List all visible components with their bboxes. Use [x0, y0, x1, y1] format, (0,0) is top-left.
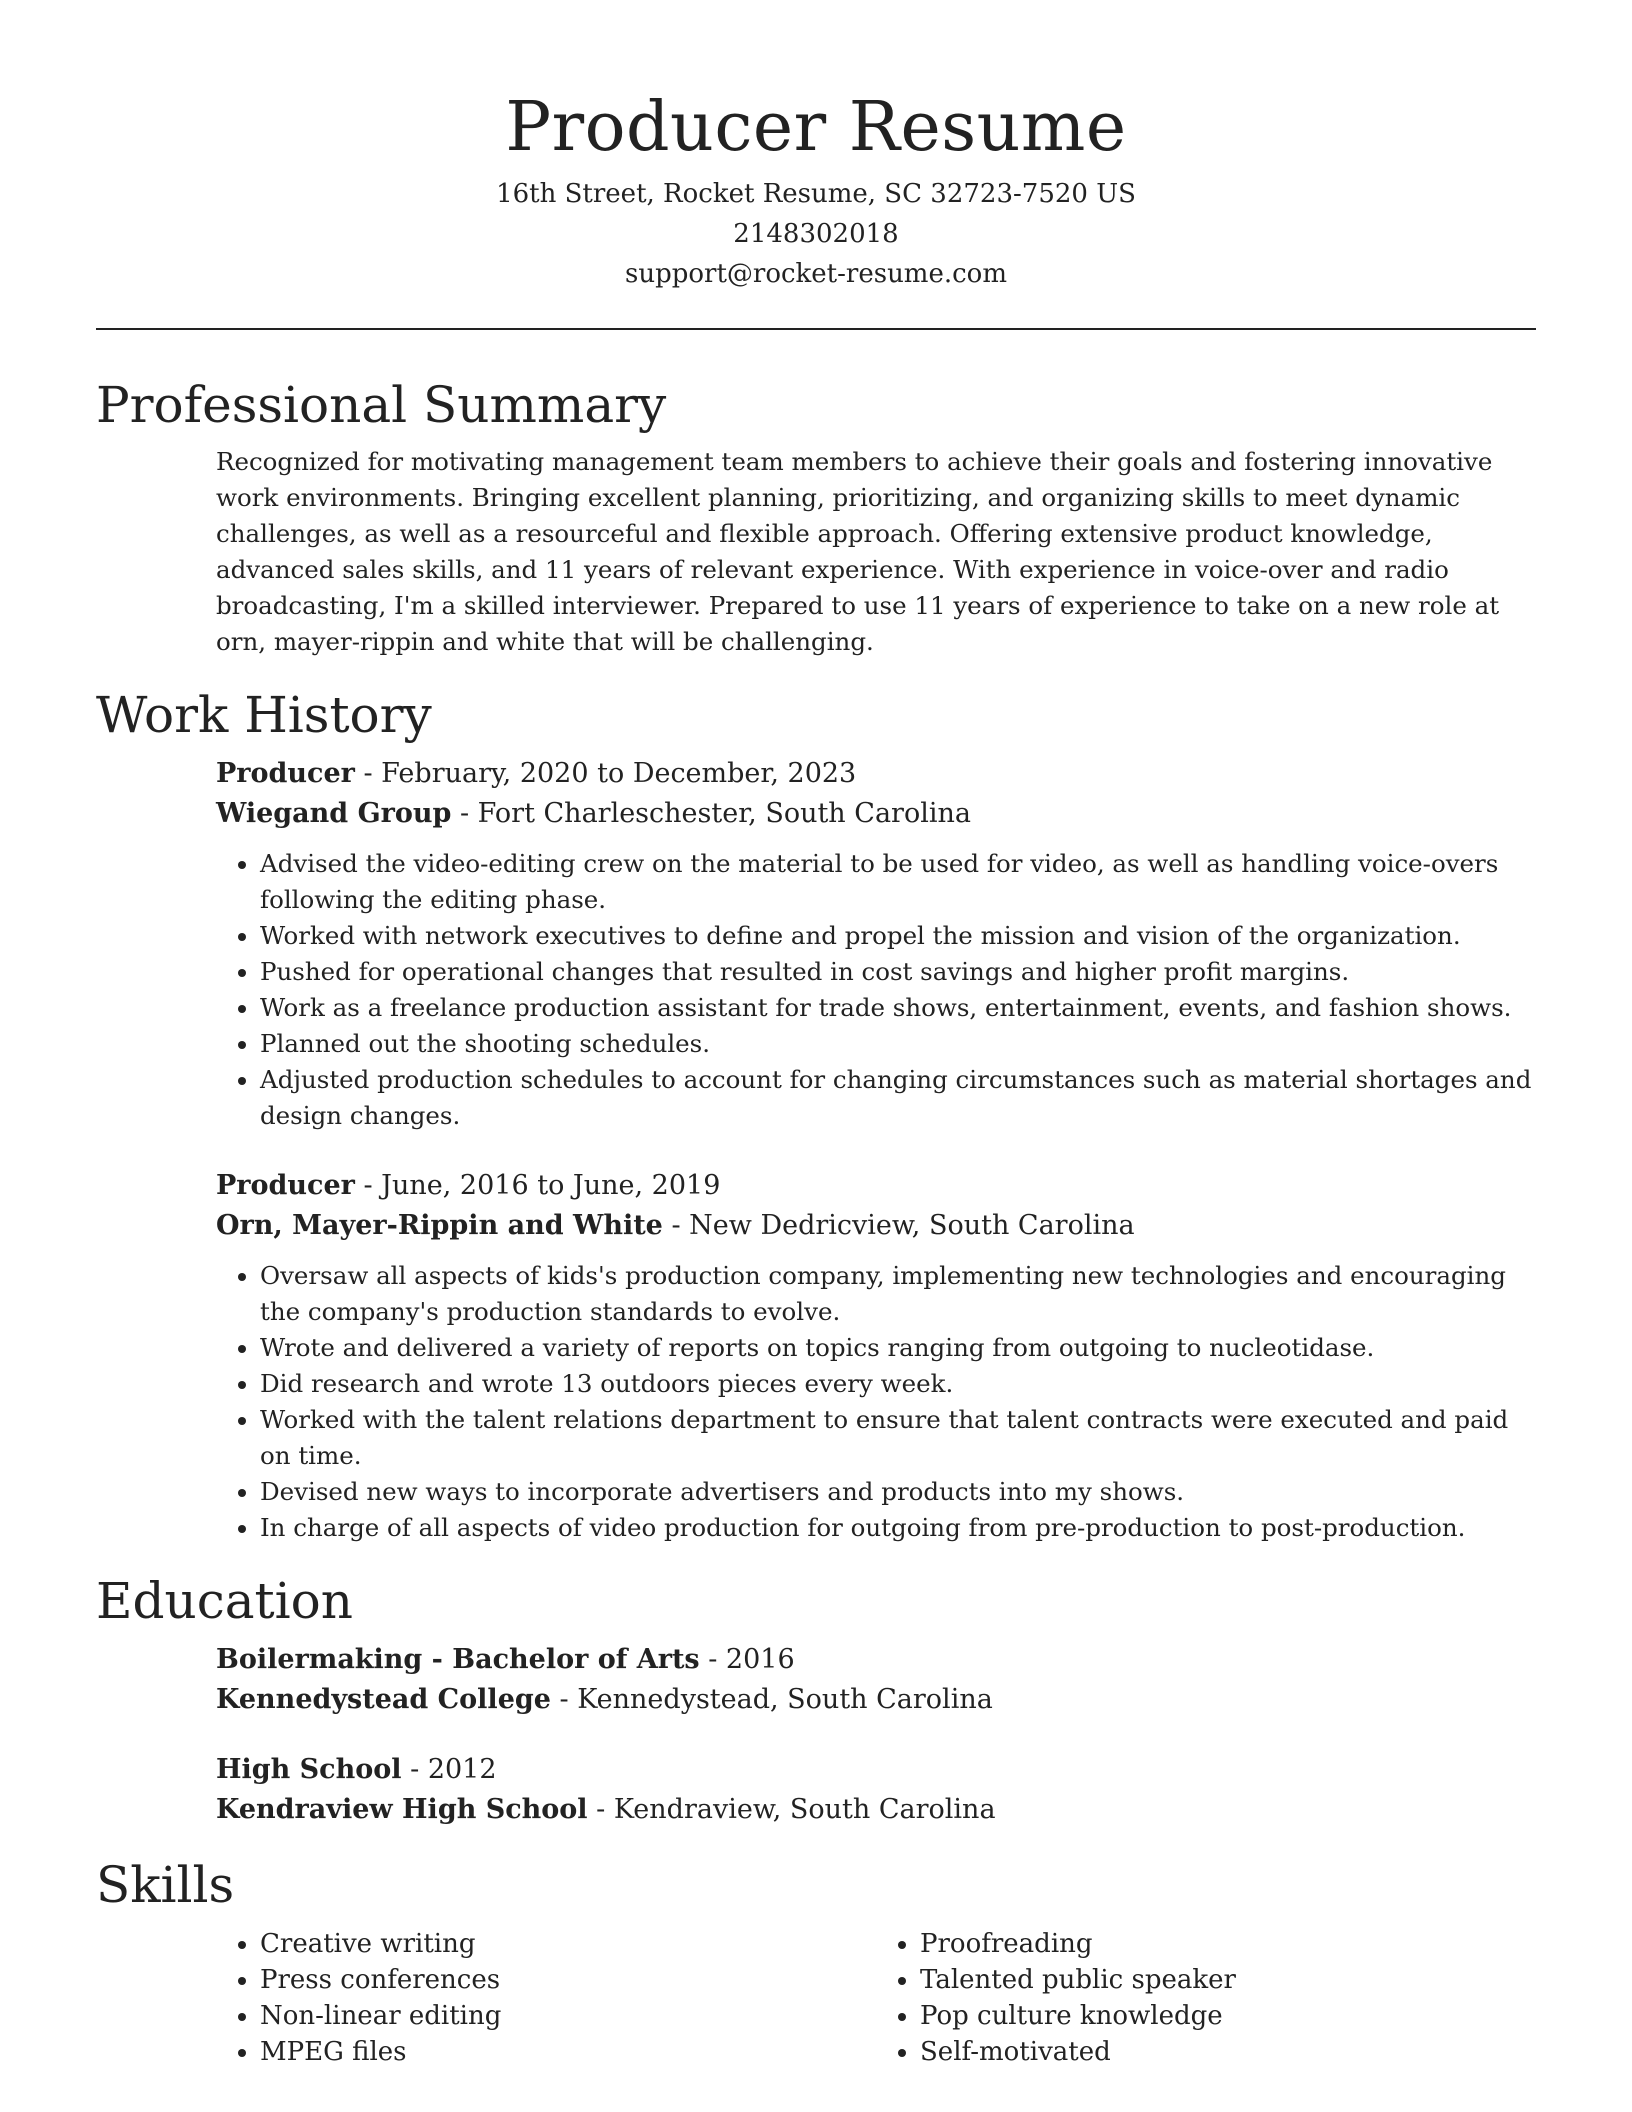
- education-degree-line: [216, 1750, 1536, 1790]
- skills-list-right: [876, 1926, 1536, 2070]
- job-dates: - February, 2020 to December, 2023: [354, 758, 857, 789]
- summary-text: Recognized for motivating management team members to achieve their goals and fostering innovative work environments. Bringing excellent planning, prioritizing, and organizing skills to meet dynamic challenges, as well as a resourceful and flexible approach. Offering extensive product knowledge, advanced sales skills, and 11 years of relevant experience. With experience in voice-over and radio broadcasting, I'm a skilled interviewer. Prepared to use 11 years of experience to take on a new role at orn, mayer-rippin and white that will be challenging.: [216, 447, 1500, 656]
- section-title-summary: Professional Summary: [96, 376, 667, 434]
- job-dates: - June, 2016 to June, 2019: [354, 1170, 721, 1201]
- resume-header: [96, 0, 1536, 294]
- list-item: • Adjusted production schedules to account for changing circumstances such as material shortages and design changes.: [260, 1062, 1536, 1134]
- job-entry: [216, 754, 1536, 1134]
- section-title-skills: Skills: [96, 1856, 235, 1914]
- list-item: • Devised new ways to incorporate advertisers and products into my shows.: [260, 1474, 1536, 1510]
- education-degree: Boilermaking - Bachelor of Arts: [216, 1644, 700, 1675]
- education-degree-line: [216, 1640, 1536, 1680]
- summary-section: [96, 372, 1536, 660]
- list-item: • In charge of all aspects of video production for outgoing from pre-production to post-production.: [260, 1510, 1536, 1546]
- skill-item: • Creative writing: [260, 1926, 876, 1962]
- skill-item: • Pop culture knowledge: [920, 1998, 1536, 2034]
- education-entry: [216, 1750, 1536, 1830]
- phone: 2148302018: [733, 219, 899, 249]
- list-item: • Oversaw all aspects of kids's production company, implementing new technologies and encouraging the company's production standards to evolve.: [260, 1258, 1536, 1330]
- list-item: • Worked with the talent relations department to ensure that talent contracts were executed and paid on time.: [260, 1402, 1536, 1474]
- education-degree: High School: [216, 1754, 402, 1785]
- skill-item: • Non-linear editing: [260, 1998, 876, 2034]
- work-history-section: [96, 682, 1536, 1546]
- job-title-line: [216, 754, 1536, 794]
- list-item: • Planned out the shooting schedules.: [260, 1026, 1536, 1062]
- skill-item: • Proofreading: [920, 1926, 1536, 1962]
- education-school: Kendraview High School: [216, 1794, 588, 1825]
- job-title-line: [216, 1166, 1536, 1206]
- header-divider: [96, 328, 1536, 330]
- skills-list-left: [216, 1926, 876, 2070]
- education-section: [96, 1568, 1536, 1830]
- job-location: - New Dedricview, South Carolina: [662, 1210, 1135, 1241]
- skill-item: • MPEG files: [260, 2034, 876, 2070]
- education-school-line: [216, 1680, 1536, 1720]
- skill-item: • Talented public speaker: [920, 1962, 1536, 1998]
- address: 16th Street, Rocket Resume, SC 32723-7520 US: [496, 179, 1136, 209]
- job-location: - Fort Charleschester, South Carolina: [451, 798, 971, 829]
- education-year: - 2016: [699, 1644, 795, 1675]
- email: support@rocket-resume.com: [624, 259, 1007, 289]
- education-school: Kennedystead College: [216, 1684, 551, 1715]
- job-bullets: [216, 846, 1536, 1134]
- job-entry: [216, 1166, 1536, 1546]
- list-item: • Work as a freelance production assistant for trade shows, entertainment, events, and fashion shows.: [260, 990, 1536, 1026]
- skills-section: [96, 1852, 1536, 2070]
- list-item: • Worked with network executives to define and propel the mission and vision of the organization.: [260, 918, 1536, 954]
- job-role: Producer: [216, 758, 355, 789]
- list-item: • Pushed for operational changes that resulted in cost savings and higher profit margins.: [260, 954, 1536, 990]
- job-bullets: [216, 1258, 1536, 1546]
- resume-title: Producer Resume: [505, 88, 1127, 167]
- skill-item: • Press conferences: [260, 1962, 876, 1998]
- skill-item: • Self-motivated: [920, 2034, 1536, 2070]
- list-item: • Did research and wrote 13 outdoors pieces every week.: [260, 1366, 1536, 1402]
- list-item: • Advised the video-editing crew on the material to be used for video, as well as handling voice-overs following the editing phase.: [260, 846, 1536, 918]
- contact-info: [96, 174, 1536, 294]
- job-company: Orn, Mayer-Rippin and White: [216, 1210, 663, 1241]
- section-title-work-history: Work History: [96, 686, 432, 744]
- education-location: - Kennedystead, South Carolina: [550, 1684, 993, 1715]
- list-item: • Wrote and delivered a variety of reports on topics ranging from outgoing to nucleotidase.: [260, 1330, 1536, 1366]
- job-company: Wiegand Group: [216, 798, 452, 829]
- job-company-line: [216, 794, 1536, 834]
- education-location: - Kendraview, South Carolina: [587, 1794, 996, 1825]
- education-year: - 2012: [401, 1754, 497, 1785]
- job-role: Producer: [216, 1170, 355, 1201]
- skills-columns: [216, 1926, 1536, 2070]
- education-entry: [216, 1640, 1536, 1720]
- section-title-education: Education: [96, 1572, 353, 1630]
- education-school-line: [216, 1790, 1536, 1830]
- job-company-line: [216, 1206, 1536, 1246]
